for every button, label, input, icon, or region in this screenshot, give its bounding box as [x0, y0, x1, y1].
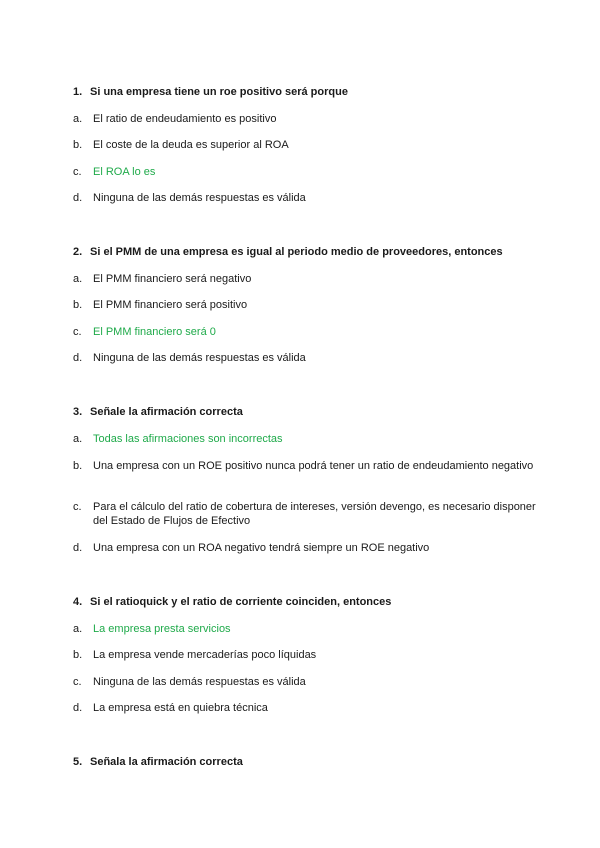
- option-text: Ninguna de las demás respuestas es válida: [93, 676, 306, 688]
- question-text: Señala la afirmación correcta: [90, 756, 243, 768]
- option-text: El coste de la deuda es superior al ROA: [93, 139, 289, 151]
- option-text: El PMM financiero será negativo: [93, 273, 252, 285]
- option-letter: d.: [73, 702, 83, 714]
- option-letter: c.: [73, 166, 82, 178]
- question-5: [73, 755, 543, 769]
- option-letter: b.: [73, 139, 83, 151]
- option-text: Ninguna de las demás respuestas es válida: [93, 352, 306, 364]
- option-a: [73, 272, 543, 286]
- option-text: Una empresa con un ROA negativo tendrá siempre un ROE negativo: [93, 542, 430, 554]
- option-b: [73, 648, 543, 662]
- option-letter: d.: [73, 192, 83, 204]
- option-c-correct: [73, 325, 543, 339]
- option-b: [73, 298, 543, 312]
- option-text: El PMM financiero será positivo: [93, 299, 248, 311]
- option-text: La empresa está en quiebra técnica: [93, 702, 268, 714]
- option-letter: d.: [73, 352, 83, 364]
- option-text: La empresa vende mercaderías poco líquidas: [93, 649, 317, 661]
- option-letter: a.: [73, 273, 83, 285]
- option-text: Ninguna de las demás respuestas es válida: [93, 192, 306, 204]
- option-letter: a.: [73, 433, 83, 445]
- option-text: El ROA lo es: [93, 166, 156, 178]
- option-d: [73, 351, 543, 365]
- option-text: Todas las afirmaciones son incorrectas: [93, 433, 283, 445]
- option-a: [73, 112, 543, 126]
- option-b: [73, 138, 543, 152]
- option-text: Una empresa con un ROE positivo nunca podrá tener un ratio de endeudamiento negativo: [93, 460, 534, 472]
- option-text: El ratio de endeudamiento es positivo: [93, 113, 277, 125]
- question-title: [73, 85, 543, 99]
- question-number: 5.: [73, 756, 83, 768]
- option-letter: c.: [73, 501, 82, 513]
- option-letter: b.: [73, 460, 83, 472]
- question-3: [73, 405, 543, 554]
- option-letter: d.: [73, 542, 83, 554]
- option-letter: a.: [73, 623, 83, 635]
- question-number: 4.: [73, 596, 83, 608]
- question-number: 1.: [73, 86, 83, 98]
- question-number: 2.: [73, 246, 83, 258]
- option-text: Para el cálculo del ratio de cobertura de intereses, versión devengo, es necesario disponer del Estado de Flujos de Efectivo: [93, 501, 536, 527]
- option-text: La empresa presta servicios: [93, 623, 231, 635]
- option-d: [73, 191, 543, 205]
- option-letter: a.: [73, 113, 83, 125]
- option-a-correct: [73, 622, 543, 636]
- question-1: [73, 85, 543, 204]
- option-d: [73, 701, 543, 715]
- question-title: [73, 405, 543, 419]
- option-letter: b.: [73, 649, 83, 661]
- question-text: Si el ratioquick y el ratio de corriente coinciden, entonces: [90, 596, 392, 608]
- question-number: 3.: [73, 406, 83, 418]
- question-text: Si el PMM de una empresa es igual al periodo medio de proveedores, entonces: [90, 246, 503, 258]
- question-title: [73, 755, 543, 769]
- option-c-correct: [73, 165, 543, 179]
- option-a-correct: [73, 432, 543, 446]
- question-4: [73, 595, 543, 714]
- question-2: [73, 245, 543, 364]
- question-title: [73, 245, 543, 259]
- question-text: Señale la afirmación correcta: [90, 406, 243, 418]
- option-letter: b.: [73, 299, 83, 311]
- question-text: Si una empresa tiene un roe positivo será porque: [90, 86, 348, 98]
- option-c: [73, 500, 543, 528]
- option-letter: c.: [73, 676, 82, 688]
- option-text: El PMM financiero será 0: [93, 326, 216, 338]
- option-c: [73, 675, 543, 689]
- option-letter: c.: [73, 326, 82, 338]
- option-b: [73, 459, 543, 473]
- option-d: [73, 541, 543, 555]
- question-title: [73, 595, 543, 609]
